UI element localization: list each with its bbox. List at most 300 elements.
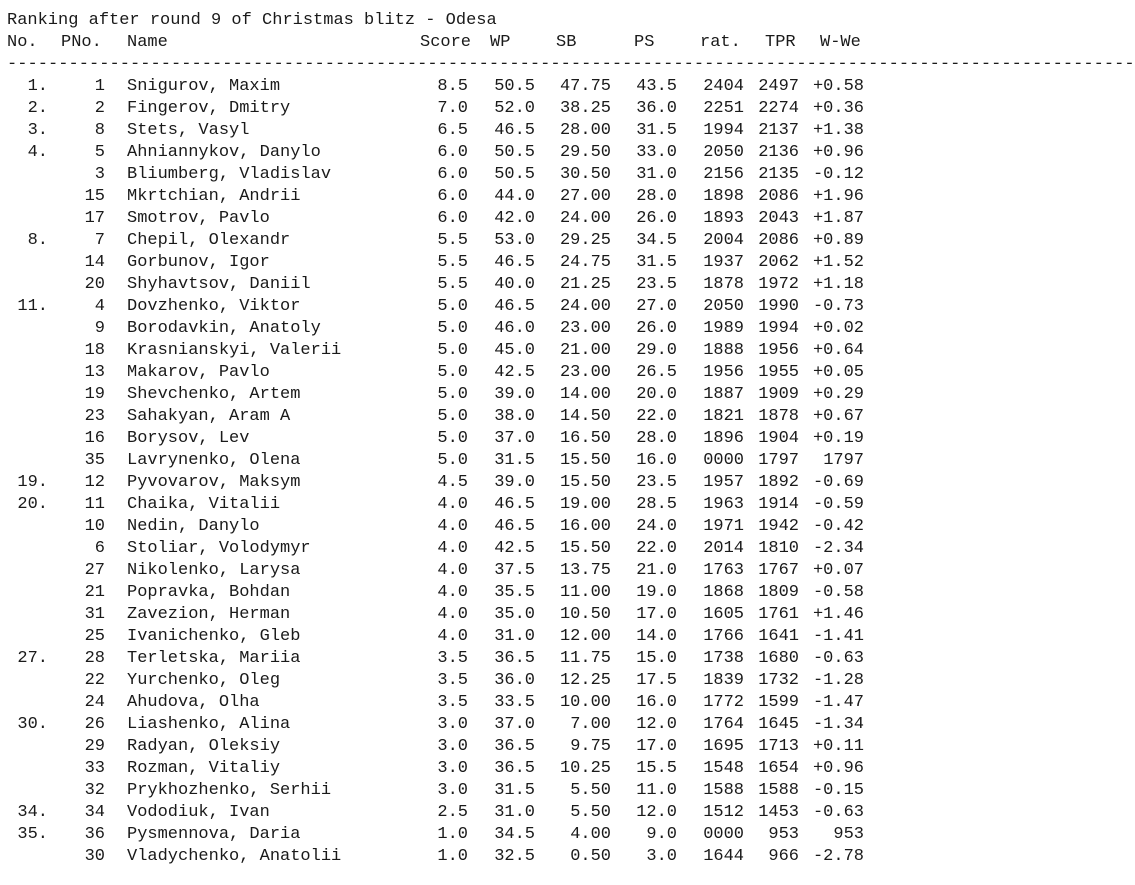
cell-name: Rozman, Vitaliy [127,759,281,778]
cell-rat: 1878 [703,275,744,294]
table-row [0,120,885,142]
cell-rat: 2251 [703,99,744,118]
cell-wp: 31.5 [494,781,535,800]
cell-ps: 11.0 [636,781,677,800]
cell-pno: 12 [84,473,105,492]
cell-rat: 1956 [703,363,744,382]
cell-rat: 1888 [703,341,744,360]
cell-ps: 26.0 [636,319,677,338]
cell-rat: 1839 [703,671,744,690]
cell-rat: 1738 [703,649,744,668]
table-row [0,186,885,208]
table-row [0,208,885,230]
cell-score: 5.5 [437,253,468,272]
cell-sb: 11.00 [559,583,611,602]
cell-ps: 12.0 [636,715,677,734]
cell-pno: 19 [84,385,105,404]
cell-wp: 36.5 [494,737,535,756]
cell-tpr: 1892 [758,473,799,492]
cell-ps: 31.5 [636,253,677,272]
table-row [0,164,885,186]
cell-sb: 24.75 [559,253,611,272]
cell-pno: 24 [84,693,105,712]
cell-name: Ivanichenko, Gleb [127,627,301,646]
cell-wp: 37.0 [494,715,535,734]
cell-ps: 19.0 [636,583,677,602]
cell-wp: 50.5 [494,143,535,162]
cell-wp: 39.0 [494,385,535,404]
table-row [0,692,885,714]
cell-ps: 31.0 [636,165,677,184]
cell-pno: 28 [84,649,105,668]
cell-pno: 15 [84,187,105,206]
cell-rank: 8. [27,231,48,250]
cell-ps: 14.0 [636,627,677,646]
cell-pno: 7 [94,231,105,250]
cell-ps: 17.0 [636,605,677,624]
cell-wwe: +0.02 [812,319,864,338]
table-row [0,340,885,362]
cell-rank: 19. [17,473,48,492]
cell-wp: 31.0 [494,627,535,646]
cell-ps: 24.0 [636,517,677,536]
table-row [0,780,885,802]
cell-name: Yurchenko, Oleg [127,671,281,690]
cell-wp: 46.5 [494,297,535,316]
cell-pno: 1 [94,77,105,96]
cell-tpr: 1453 [758,803,799,822]
cell-wwe: -0.12 [812,165,864,184]
cell-score: 4.0 [437,627,468,646]
cell-ps: 28.5 [636,495,677,514]
cell-pno: 18 [84,341,105,360]
cell-name: Dovzhenko, Viktor [127,297,301,316]
cell-ps: 16.0 [636,451,677,470]
cell-pno: 31 [84,605,105,624]
cell-score: 2.5 [437,803,468,822]
cell-tpr: 1942 [758,517,799,536]
cell-wwe: +0.96 [812,759,864,778]
cell-sb: 12.25 [559,671,611,690]
cell-sb: 10.25 [559,759,611,778]
cell-wwe: +0.36 [812,99,864,118]
cell-wp: 44.0 [494,187,535,206]
cell-ps: 15.5 [636,759,677,778]
cell-rat: 1937 [703,253,744,272]
cell-ps: 23.5 [636,473,677,492]
cell-tpr: 1599 [758,693,799,712]
cell-rat: 1548 [703,759,744,778]
cell-rat: 1644 [703,847,744,866]
header-name: Name [127,33,168,52]
cell-name: Ahniannykov, Danylo [127,143,321,162]
cell-rat: 1763 [703,561,744,580]
cell-name: Fingerov, Dmitry [127,99,291,118]
cell-tpr: 1810 [758,539,799,558]
cell-rank: 4. [27,143,48,162]
cell-wp: 36.5 [494,759,535,778]
cell-tpr: 2043 [758,209,799,228]
cell-tpr: 2497 [758,77,799,96]
cell-score: 5.5 [437,275,468,294]
cell-wwe: +0.67 [812,407,864,426]
cell-ps: 22.0 [636,539,677,558]
cell-score: 5.0 [437,451,468,470]
header-tpr: TPR [765,33,796,52]
cell-wwe: 953 [833,825,864,844]
cell-score: 6.5 [437,121,468,140]
cell-wp: 33.5 [494,693,535,712]
cell-tpr: 1797 [758,451,799,470]
cell-score: 5.0 [437,319,468,338]
cell-wp: 39.0 [494,473,535,492]
cell-score: 6.0 [437,143,468,162]
cell-pno: 5 [94,143,105,162]
cell-wwe: +0.58 [812,77,864,96]
cell-tpr: 1809 [758,583,799,602]
cell-wp: 52.0 [494,99,535,118]
cell-score: 4.5 [437,473,468,492]
cell-sb: 15.50 [559,539,611,558]
cell-tpr: 2135 [758,165,799,184]
cell-rat: 0000 [703,825,744,844]
table-row [0,318,885,340]
cell-name: Zavezion, Herman [127,605,291,624]
cell-wwe: -0.63 [812,649,864,668]
cell-ps: 28.0 [636,187,677,206]
cell-wwe: -0.42 [812,517,864,536]
cell-wp: 46.5 [494,121,535,140]
table-row [0,560,885,582]
cell-name: Radyan, Oleksiy [127,737,281,756]
cell-name: Mkrtchian, Andrii [127,187,301,206]
cell-score: 3.5 [437,671,468,690]
cell-name: Pysmennova, Daria [127,825,301,844]
cell-wp: 32.5 [494,847,535,866]
cell-wp: 46.5 [494,517,535,536]
cell-wwe: -2.34 [812,539,864,558]
cell-wwe: +1.46 [812,605,864,624]
ranking-table-body [0,76,885,868]
cell-sb: 24.00 [559,209,611,228]
cell-pno: 3 [94,165,105,184]
cell-rat: 1896 [703,429,744,448]
cell-tpr: 1990 [758,297,799,316]
cell-rat: 1821 [703,407,744,426]
cell-wwe: +0.11 [812,737,864,756]
cell-rat: 1893 [703,209,744,228]
table-row [0,76,885,98]
cell-sb: 10.50 [559,605,611,624]
cell-tpr: 1956 [758,341,799,360]
table-row [0,230,885,252]
cell-tpr: 2274 [758,99,799,118]
header-rank: No. [7,33,38,52]
cell-name: Liashenko, Alina [127,715,291,734]
cell-name: Popravka, Bohdan [127,583,291,602]
cell-rat: 1772 [703,693,744,712]
cell-ps: 9.0 [646,825,677,844]
cell-ps: 3.0 [646,847,677,866]
cell-name: Nikolenko, Larysa [127,561,301,580]
cell-wwe: -1.41 [812,627,864,646]
cell-ps: 31.5 [636,121,677,140]
cell-tpr: 1713 [758,737,799,756]
table-row [0,274,885,296]
cell-ps: 26.0 [636,209,677,228]
table-row [0,494,885,516]
cell-wp: 36.0 [494,671,535,690]
cell-rank: 20. [17,495,48,514]
cell-wp: 46.5 [494,253,535,272]
cell-rank: 11. [17,297,48,316]
cell-ps: 17.0 [636,737,677,756]
table-row [0,450,885,472]
cell-wwe: +1.18 [812,275,864,294]
cell-pno: 22 [84,671,105,690]
cell-pno: 14 [84,253,105,272]
cell-wwe: +1.52 [812,253,864,272]
cell-score: 7.0 [437,99,468,118]
cell-name: Ahudova, Olha [127,693,260,712]
cell-ps: 33.0 [636,143,677,162]
cell-name: Snigurov, Maxim [127,77,281,96]
cell-rat: 1989 [703,319,744,338]
cell-pno: 29 [84,737,105,756]
cell-rank: 1. [27,77,48,96]
cell-sb: 0.50 [570,847,611,866]
cell-pno: 30 [84,847,105,866]
cell-pno: 10 [84,517,105,536]
cell-wp: 37.5 [494,561,535,580]
cell-wp: 50.5 [494,77,535,96]
cell-sb: 28.00 [559,121,611,140]
cell-wp: 38.0 [494,407,535,426]
cell-score: 4.0 [437,517,468,536]
cell-pno: 23 [84,407,105,426]
cell-wwe: -1.28 [812,671,864,690]
cell-sb: 4.00 [570,825,611,844]
cell-sb: 5.50 [570,803,611,822]
cell-pno: 4 [94,297,105,316]
cell-ps: 21.0 [636,561,677,580]
cell-wwe: -2.78 [812,847,864,866]
cell-wp: 53.0 [494,231,535,250]
cell-rank: 35. [17,825,48,844]
cell-name: Terletska, Mariia [127,649,301,668]
table-row [0,516,885,538]
cell-wp: 31.0 [494,803,535,822]
cell-wwe: +0.05 [812,363,864,382]
cell-score: 1.0 [437,847,468,866]
header-pno: PNo. [61,33,102,52]
cell-pno: 32 [84,781,105,800]
cell-wp: 40.0 [494,275,535,294]
cell-rat: 1887 [703,385,744,404]
cell-rat: 1994 [703,121,744,140]
cell-pno: 20 [84,275,105,294]
page-title: Ranking after round 9 of Christmas blitz - Odesa [7,11,497,30]
cell-score: 6.0 [437,165,468,184]
cell-tpr: 1904 [758,429,799,448]
cell-rat: 2004 [703,231,744,250]
cell-tpr: 1732 [758,671,799,690]
cell-score: 3.0 [437,759,468,778]
cell-sb: 12.00 [559,627,611,646]
cell-ps: 16.0 [636,693,677,712]
cell-sb: 10.00 [559,693,611,712]
cell-score: 5.0 [437,429,468,448]
cell-sb: 23.00 [559,319,611,338]
cell-score: 3.0 [437,715,468,734]
cell-name: Lavrynenko, Olena [127,451,301,470]
header-wwe: W-We [820,33,861,52]
cell-score: 4.0 [437,561,468,580]
cell-pno: 8 [94,121,105,140]
cell-wwe: -0.73 [812,297,864,316]
cell-tpr: 2136 [758,143,799,162]
table-row [0,582,885,604]
cell-rat: 1695 [703,737,744,756]
cell-pno: 16 [84,429,105,448]
cell-name: Vododiuk, Ivan [127,803,270,822]
cell-ps: 43.5 [636,77,677,96]
cell-sb: 13.75 [559,561,611,580]
cell-pno: 35 [84,451,105,470]
cell-ps: 17.5 [636,671,677,690]
cell-ps: 29.0 [636,341,677,360]
cell-wp: 31.5 [494,451,535,470]
cell-rank: 30. [17,715,48,734]
cell-wwe: -0.63 [812,803,864,822]
cell-tpr: 1878 [758,407,799,426]
cell-ps: 36.0 [636,99,677,118]
cell-wwe: -1.47 [812,693,864,712]
cell-name: Gorbunov, Igor [127,253,270,272]
cell-sb: 14.50 [559,407,611,426]
cell-score: 5.5 [437,231,468,250]
cell-wwe: -0.69 [812,473,864,492]
cell-name: Krasnianskyi, Valerii [127,341,342,360]
cell-tpr: 966 [768,847,799,866]
cell-name: Stets, Vasyl [127,121,250,140]
cell-wwe: +1.96 [812,187,864,206]
cell-tpr: 1955 [758,363,799,382]
cell-tpr: 2062 [758,253,799,272]
cell-wp: 37.0 [494,429,535,448]
cell-wp: 46.5 [494,495,535,514]
cell-sb: 38.25 [559,99,611,118]
cell-rat: 2404 [703,77,744,96]
cell-sb: 24.00 [559,297,611,316]
cell-pno: 33 [84,759,105,778]
cell-rat: 1588 [703,781,744,800]
cell-name: Sahakyan, Aram A [127,407,291,426]
cell-name: Chaika, Vitalii [127,495,281,514]
cell-score: 5.0 [437,385,468,404]
cell-tpr: 1641 [758,627,799,646]
cell-name: Pyvovarov, Maksym [127,473,301,492]
cell-sb: 14.00 [559,385,611,404]
cell-score: 3.0 [437,781,468,800]
cell-wwe: +1.38 [812,121,864,140]
table-row [0,626,885,648]
cell-wp: 42.0 [494,209,535,228]
table-row [0,384,885,406]
cell-pno: 36 [84,825,105,844]
cell-pno: 26 [84,715,105,734]
cell-tpr: 1914 [758,495,799,514]
cell-rat: 1898 [703,187,744,206]
cell-name: Smotrov, Pavlo [127,209,270,228]
cell-wp: 45.0 [494,341,535,360]
cell-sb: 15.50 [559,451,611,470]
cell-wwe: -0.58 [812,583,864,602]
cell-name: Borodavkin, Anatoly [127,319,321,338]
cell-tpr: 2137 [758,121,799,140]
table-row [0,648,885,670]
cell-tpr: 1761 [758,605,799,624]
table-row [0,472,885,494]
cell-wwe: +0.96 [812,143,864,162]
table-row [0,98,885,120]
cell-wp: 34.5 [494,825,535,844]
cell-score: 4.0 [437,495,468,514]
cell-ps: 27.0 [636,297,677,316]
cell-tpr: 1645 [758,715,799,734]
table-row [0,846,885,868]
table-header [0,32,885,54]
cell-tpr: 953 [768,825,799,844]
cell-pno: 6 [94,539,105,558]
table-row [0,362,885,384]
cell-name: Shevchenko, Artem [127,385,301,404]
cell-name: Chepil, Olexandr [127,231,291,250]
cell-rank: 3. [27,121,48,140]
cell-score: 3.0 [437,737,468,756]
cell-wp: 35.5 [494,583,535,602]
cell-wwe: -0.59 [812,495,864,514]
cell-rat: 1868 [703,583,744,602]
cell-pno: 27 [84,561,105,580]
header-sb: SB [556,33,577,52]
header-ps: PS [634,33,655,52]
cell-ps: 20.0 [636,385,677,404]
cell-tpr: 1994 [758,319,799,338]
table-row [0,758,885,780]
cell-wwe: -0.15 [812,781,864,800]
table-row [0,824,885,846]
cell-rank: 27. [17,649,48,668]
table-row [0,736,885,758]
cell-score: 8.5 [437,77,468,96]
cell-pno: 21 [84,583,105,602]
header-score: Score [420,33,472,52]
cell-sb: 5.50 [570,781,611,800]
table-row [0,538,885,560]
cell-rat: 1971 [703,517,744,536]
cell-name: Bliumberg, Vladislav [127,165,332,184]
table-row [0,714,885,736]
cell-sb: 15.50 [559,473,611,492]
cell-wp: 36.5 [494,649,535,668]
cell-pno: 17 [84,209,105,228]
cell-tpr: 1972 [758,275,799,294]
cell-pno: 11 [84,495,105,514]
header-separator: -------------------------------------------------------------------------------------------------------------- [7,55,1135,74]
table-row [0,406,885,428]
header-wp: WP [490,33,511,52]
